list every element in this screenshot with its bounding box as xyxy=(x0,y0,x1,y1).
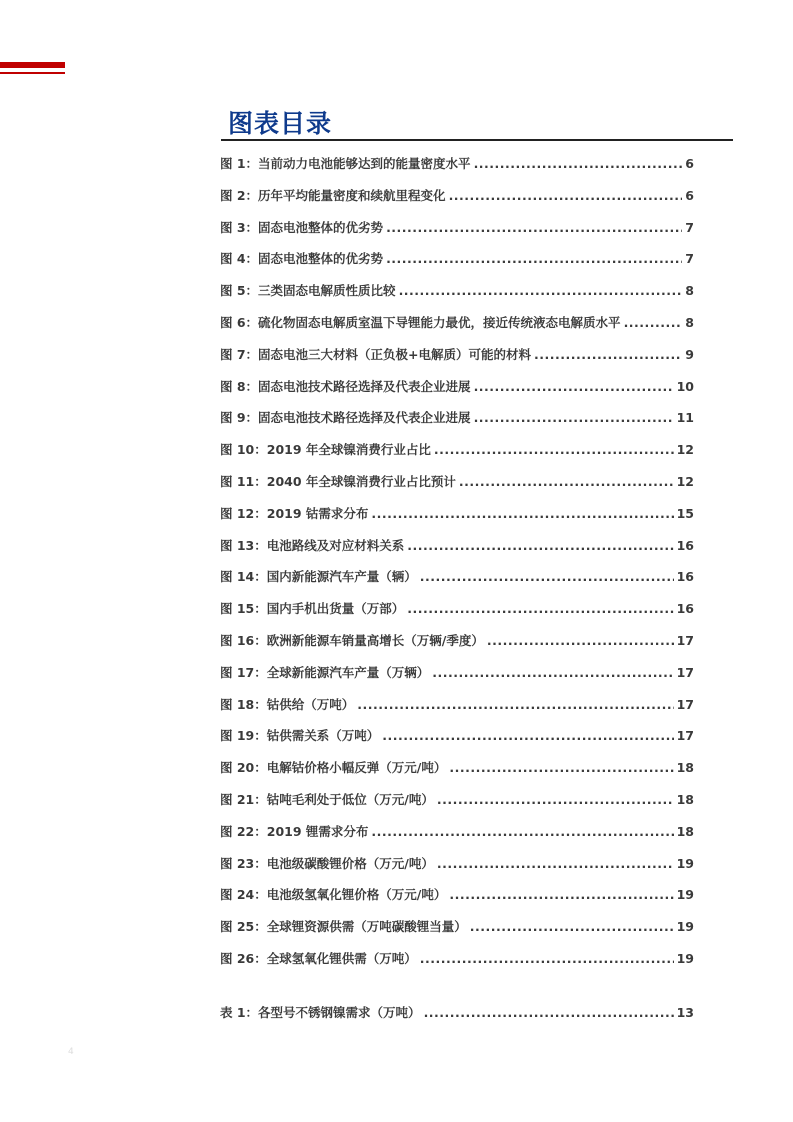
toc-entry-page: 16 xyxy=(676,569,694,585)
toc-entry-label: 图 11：2040 年全球镍消费行业占比预计 xyxy=(220,473,456,489)
toc-entry-page: 8 xyxy=(685,283,694,299)
toc-entry[interactable] xyxy=(220,822,694,854)
header-accent-line xyxy=(0,72,65,74)
toc-entry-label: 图 26：全球氢氧化锂供需（万吨） xyxy=(220,950,417,966)
toc-entry[interactable] xyxy=(220,504,694,536)
toc-entry[interactable] xyxy=(220,790,694,822)
toc-entry-label: 图 17：全球新能源汽车产量（万辆） xyxy=(220,664,430,680)
toc-entry-label: 图 3：固态电池整体的优劣势 xyxy=(220,219,384,235)
toc-entry[interactable] xyxy=(220,599,694,631)
toc-entry-page: 19 xyxy=(676,950,694,966)
dot-leader xyxy=(357,697,673,712)
page-number: 4 xyxy=(68,1047,74,1057)
toc-entry-label: 图 12：2019 钴需求分布 xyxy=(220,505,369,521)
toc-entry[interactable] xyxy=(220,949,694,981)
toc-entry-label: 图 2：历年平均能量密度和续航里程变化 xyxy=(220,187,446,203)
toc-entry-page: 15 xyxy=(676,505,694,521)
dot-leader xyxy=(534,347,682,362)
toc-entry-label: 图 13：电池路线及对应材料关系 xyxy=(220,537,405,553)
toc-entry-label: 图 6：硫化物固态电解质室温下导锂能力最优，接近传统液态电解质水平 xyxy=(220,314,621,330)
toc-entry[interactable] xyxy=(220,472,694,504)
toc-entry[interactable] xyxy=(220,854,694,886)
dot-leader xyxy=(434,442,674,457)
toc-entry[interactable] xyxy=(220,695,694,727)
dot-leader xyxy=(399,283,683,298)
dot-leader xyxy=(386,251,682,266)
page-title: 图表目录 xyxy=(228,109,333,138)
dot-leader xyxy=(437,792,674,807)
toc-entry-page: 8 xyxy=(685,314,694,330)
dot-leader xyxy=(371,824,673,839)
toc-entry-label: 图 8：固态电池技术路径选择及代表企业进展 xyxy=(220,378,471,394)
toc-entry[interactable] xyxy=(220,917,694,949)
dot-leader xyxy=(449,188,683,203)
toc-entry[interactable] xyxy=(220,249,694,281)
toc-entry[interactable] xyxy=(220,345,694,377)
dot-leader xyxy=(420,951,674,966)
toc-entry-page: 18 xyxy=(676,823,694,839)
toc-entry[interactable] xyxy=(220,313,694,345)
toc-entry-page: 19 xyxy=(676,887,694,903)
toc-entry[interactable] xyxy=(220,186,694,218)
dot-leader xyxy=(407,538,673,553)
toc-entry-label: 图 10：2019 年全球镍消费行业占比 xyxy=(220,442,431,458)
toc-entry[interactable] xyxy=(220,281,694,313)
toc-entry-label: 图 24：电池级氢氧化锂价格（万元/吨） xyxy=(220,887,447,903)
toc-entry-page: 6 xyxy=(685,187,694,203)
toc-entry-label: 图 1：当前动力电池能够达到的能量密度水平 xyxy=(220,156,471,171)
dot-leader xyxy=(449,887,673,902)
dot-leader xyxy=(420,569,674,584)
dot-leader xyxy=(371,506,673,521)
toc-entry-label: 图 16：欧洲新能源车销量高增长（万辆/季度） xyxy=(220,632,484,648)
toc-entry-label: 图 14：国内新能源汽车产量（辆） xyxy=(220,569,417,585)
toc-entry-page: 7 xyxy=(685,219,694,235)
toc-entry-label: 图 15：国内手机出货量（万部） xyxy=(220,601,405,617)
toc-entry-page: 9 xyxy=(685,346,694,362)
toc-entry-page: 17 xyxy=(676,632,694,648)
toc-entry-page: 7 xyxy=(685,251,694,267)
toc-entry-page: 17 xyxy=(676,728,694,744)
toc-entry-label: 图 22：2019 锂需求分布 xyxy=(220,823,369,839)
toc-entry-page: 12 xyxy=(676,442,694,458)
dot-leader xyxy=(459,474,674,489)
dot-leader xyxy=(407,601,673,616)
figure-list xyxy=(220,154,694,981)
toc-entry-label: 图 5：三类固态电解质性质比较 xyxy=(220,283,396,299)
toc-entry[interactable] xyxy=(220,440,694,472)
toc-entry-page: 19 xyxy=(676,855,694,871)
toc-entry[interactable] xyxy=(220,408,694,440)
dot-leader xyxy=(624,315,683,330)
toc-entry-label: 图 18：钴供给（万吨） xyxy=(220,696,355,712)
toc-entry[interactable] xyxy=(220,154,694,186)
dot-leader xyxy=(382,728,673,743)
toc-entry-label: 图 4：固态电池整体的优劣势 xyxy=(220,251,384,267)
title-divider xyxy=(221,139,733,141)
toc-entry-page: 18 xyxy=(676,760,694,776)
toc-entry[interactable] xyxy=(220,663,694,695)
dot-leader xyxy=(474,410,674,425)
toc-entry-page: 18 xyxy=(676,791,694,807)
toc-entry[interactable] xyxy=(220,536,694,568)
toc-entry[interactable] xyxy=(220,567,694,599)
dot-leader xyxy=(424,1005,674,1020)
dot-leader xyxy=(386,220,682,235)
toc-entry[interactable] xyxy=(220,631,694,663)
toc-entry[interactable] xyxy=(220,1003,694,1035)
toc-entry-label: 图 9：固态电池技术路径选择及代表企业进展 xyxy=(220,410,471,426)
toc-entry-label: 图 25：全球锂资源供需（万吨碳酸锂当量） xyxy=(220,919,467,935)
dot-leader xyxy=(487,633,674,648)
toc-entry-page: 17 xyxy=(676,696,694,712)
toc-entry-page: 11 xyxy=(676,410,694,426)
toc-entry-page: 16 xyxy=(676,537,694,553)
table-list xyxy=(220,1003,694,1035)
dot-leader xyxy=(474,156,683,171)
toc-entry-label: 图 19：钴供需关系（万吨） xyxy=(220,728,380,744)
toc-entry-page: 16 xyxy=(676,601,694,617)
toc-entry-page: 17 xyxy=(676,664,694,680)
header-accent-bar xyxy=(0,62,65,68)
toc-entry-page: 13 xyxy=(676,1005,694,1020)
toc-entry-label: 图 21：钴吨毛利处于低位（万元/吨） xyxy=(220,791,434,807)
dot-leader xyxy=(437,856,674,871)
toc-entry[interactable] xyxy=(220,885,694,917)
toc-entry-label: 表 1：各型号不锈钢镍需求（万吨） xyxy=(220,1005,421,1020)
toc-entry[interactable] xyxy=(220,726,694,758)
dot-leader xyxy=(470,919,674,934)
dot-leader xyxy=(449,760,673,775)
toc-entry[interactable] xyxy=(220,758,694,790)
toc-entry-page: 6 xyxy=(685,156,694,171)
toc-entry-label: 图 23：电池级碳酸锂价格（万元/吨） xyxy=(220,855,434,871)
toc-entry[interactable] xyxy=(220,377,694,409)
dot-leader xyxy=(432,665,673,680)
toc-entry-page: 19 xyxy=(676,919,694,935)
toc-entry[interactable] xyxy=(220,218,694,250)
dot-leader xyxy=(474,379,674,394)
toc-entry-page: 10 xyxy=(676,378,694,394)
toc-entry-label: 图 7：固态电池三大材料（正负极+电解质）可能的材料 xyxy=(220,346,532,362)
toc-entry-label: 图 20：电解钴价格小幅反弹（万元/吨） xyxy=(220,760,447,776)
toc-entry-page: 12 xyxy=(676,473,694,489)
